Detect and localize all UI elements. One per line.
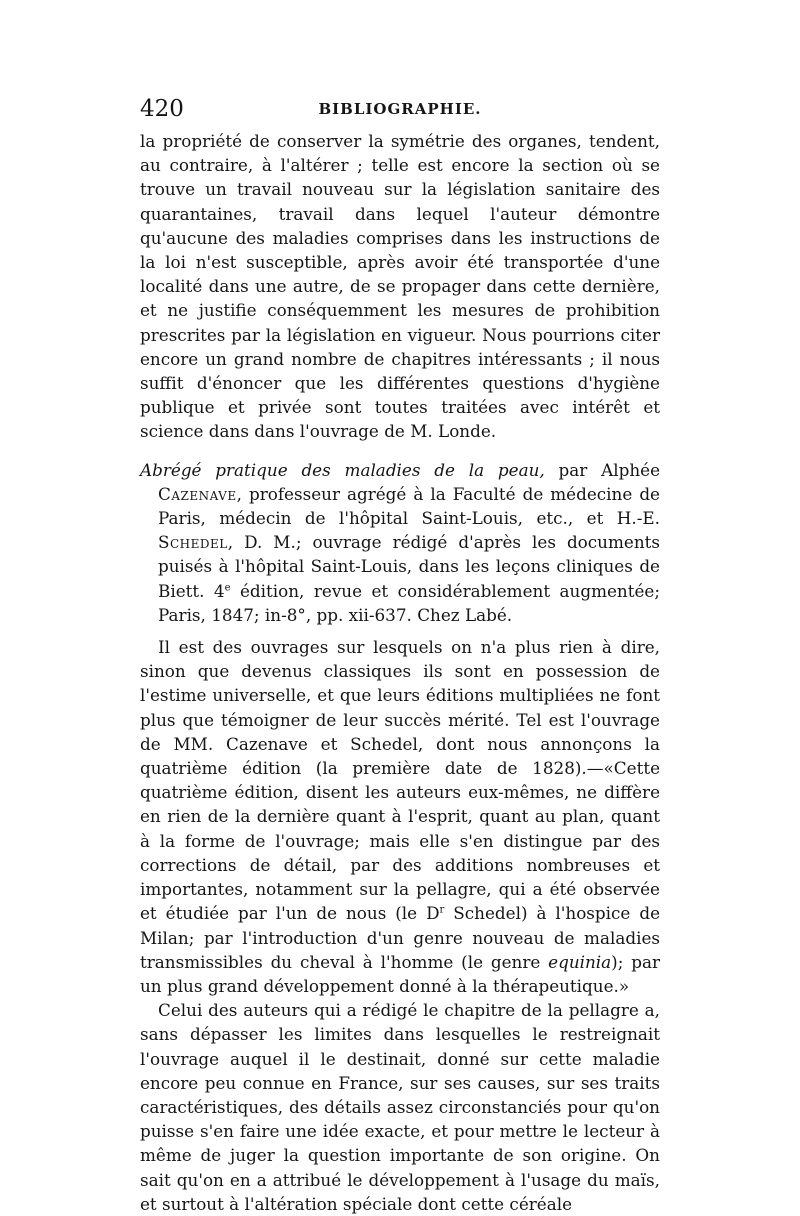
biblio-text: , D. M.; ouvrage rédigé d'après les documents puisés à l'hôpital Saint-Louis, dans les leçons cliniques de Biett. 4 — [158, 532, 660, 601]
italic-term: equinia — [548, 951, 612, 972]
paragraph — [140, 635, 660, 998]
page-body — [140, 129, 660, 1216]
page-number: 420 — [140, 96, 184, 122]
biblio-text: par Alphée — [544, 459, 660, 480]
book-title: Abrégé pratique des maladies de la peau, — [140, 459, 545, 480]
biblio-text: , professeur agrégé à la Faculté de médecine de Paris, médecin de l'hôpital Saint-Louis, etc., et H.-E. — [158, 483, 660, 529]
paragraph-text: Il est des ouvrages sur lesquels on n'a plus rien à dire, sinon que devenus classiques ils sont en possession de l'estime universelle, et que leurs éditions multipliées ne font plus que témoigner de leur succès mérité. Tel est l'ouvrage de MM. Cazenave et Schedel, dont nous annonçons la quatrième édition (la première date de 1828).—«Cette quatrième édition, disent les auteurs eux-mêmes, ne diffère en rien de la dernière quant à l'esprit, quant au plan, quant à la forme de l'ouvrage; mais elle s'en distingue par des corrections de détail, par des additions nombreuses et importantes, notamment sur la pellagre, qui a été observée et étudiée par l'un de nous (le D — [140, 637, 660, 924]
author-name: Schedel — [158, 532, 228, 553]
superscript: e — [224, 582, 231, 594]
author-name: Cazenave — [158, 483, 237, 504]
paragraph: Celui des auteurs qui a rédigé le chapitre de la pellagre a, sans dépasser les limites dans lesquelles le restreignait l'ouvrage auquel il le destinait, donné sur cette maladie encore peu connue en France, sur ses causes, sur ses traits caractéristiques, des détails assez circonstanciés pour qu'on puisse s'en faire une idée exacte, et pour mettre le lecteur à même de juger la question importante de son origine. On sait qu'on en a attribué le développement à l'usage du maïs, et surtout à l'altération spéciale dont cette céréale — [140, 1000, 660, 1214]
bibliographic-entry — [140, 458, 660, 627]
superscript: r — [439, 904, 445, 916]
running-title: BIBLIOGRAPHIE. — [318, 100, 482, 118]
paragraph-text: Schedel) à l'hospice de Milan; par l'introduction d'un genre nouveau de maladies transmissibles du cheval à l'homme (le genre — [140, 903, 660, 972]
biblio-text: édition, revue et considérablement augmentée; Paris, 1847; in-8°, pp. xii-637. Chez Labé. — [158, 580, 661, 625]
paragraph-continuation: la propriété de conserver la symétrie des organes, tendent, au contraire, à l'altérer ; telle est encore la section où se trouve un travail nouveau sur la législation sanitaire des quarantaines, travail dans lequel l'auteur démontre qu'aucune des maladies comprises dans les instructions de la loi n'est susceptible, après avoir été transportée d'une localité dans une autre, de se propager dans cette dernière, et ne justifie conséquemment les mesures de prohibition prescrites par la législation en vigueur. Nous pourrions citer encore un grand nombre de chapitres intéressants ; il nous suffit d'énoncer que les différentes questions d'hygiène publique et privée sont toutes traitées avec intérêt et science dans dans l'ouvrage de M. Londe. — [140, 131, 660, 442]
paragraph-text: ); par un plus grand développement donné à la thérapeutique.» — [140, 951, 660, 996]
page-header — [140, 96, 660, 126]
